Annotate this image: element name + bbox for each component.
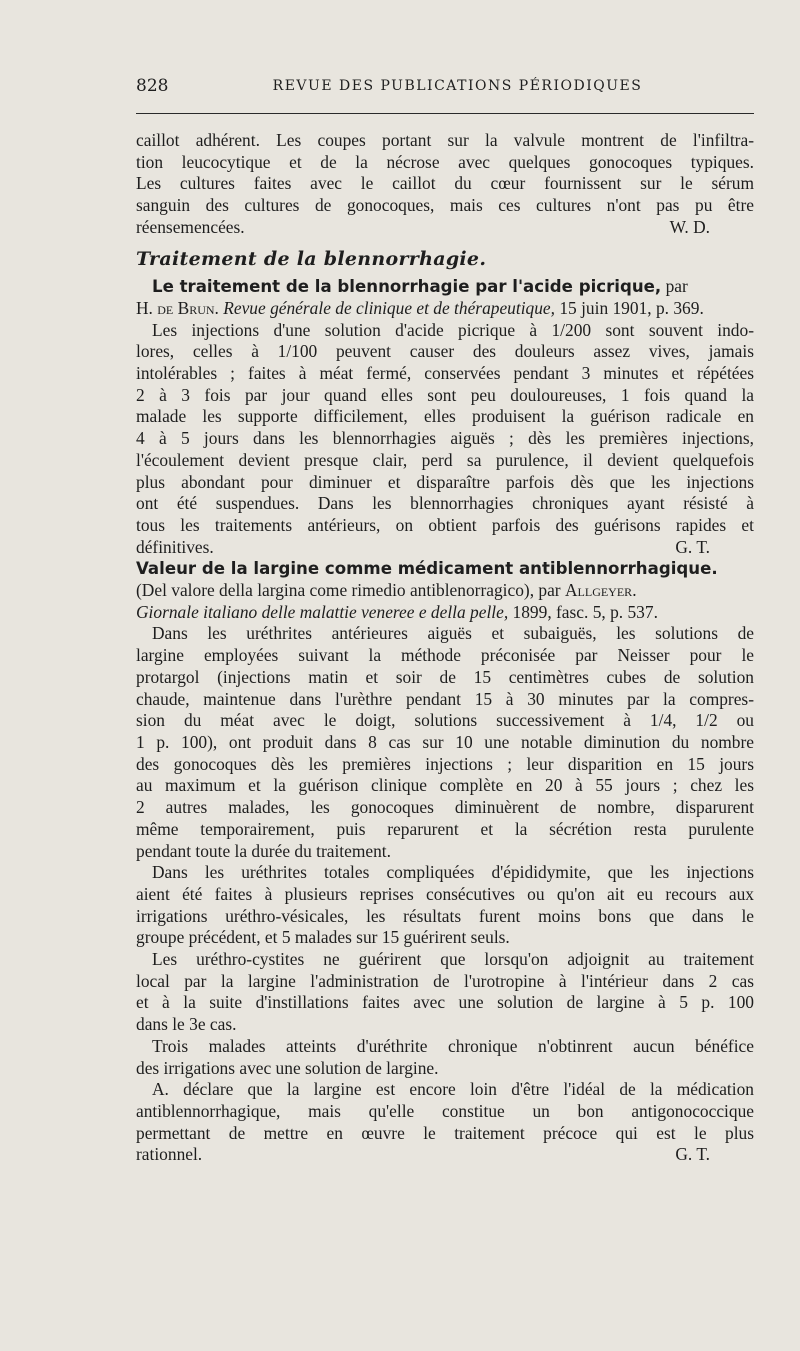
author-name: Allgeyer (564, 580, 633, 601)
signature: W. D. (669, 216, 710, 237)
text-line: au maximum et la guérison clinique complète en 20 à 55 jours ; chez les (136, 775, 754, 796)
text-line: plus abondant pour diminuer et disparaître parfois dès que les injections (136, 471, 754, 492)
text-line: ont été suspendues. Dans les blennorrhagies chroniques ayant résisté à (136, 493, 754, 514)
text-line: A. déclare que la largine est encore loin d'être l'idéal de la médication (152, 1079, 754, 1100)
citation: 15 juin 1901, p. 369. (555, 297, 704, 318)
text-line: des gonocoques dès les premières injections ; leur disparition en 15 jours (136, 753, 754, 774)
article-1-text (136, 320, 754, 559)
text-line: Trois malades atteints d'uréthrite chronique n'obtinrent aucun bénéfice (152, 1035, 754, 1056)
text-line: rationnel. (136, 1144, 203, 1165)
original-title: (Del valore della largina come rimedio antiblenorragico), par (136, 580, 561, 601)
signature-line (136, 1144, 754, 1166)
text-line: aient été faites à plusieurs reprises consécutives ou qu'on ait eu recours aux (136, 883, 754, 904)
text-line: même temporairement, puis reparurent et la sécrétion resta purulente (136, 818, 754, 839)
text-line: sanguin des cultures de gonocoques, mais ces cultures n'ont pas pu être (136, 195, 754, 216)
text-line: lores, celles à 1/100 peuvent causer des douleurs assez vives, jamais (136, 341, 754, 362)
text-line: tion leucocytique et de la nécrose avec quelques gonocoques typiques. (136, 151, 754, 172)
text-line: groupe précédent, et 5 malades sur 15 guérirent seuls. (136, 927, 510, 948)
text-line: Dans les uréthrites totales compliquées d'épididymite, que les injections (152, 862, 754, 883)
text-line: permettant de mettre en œuvre le traitement précoce qui est le plus (136, 1122, 754, 1143)
signature: G. T. (675, 536, 710, 557)
text-line: sion du méat avec le doigt, solutions successivement à 1/4, 1/2 ou (136, 710, 754, 731)
text-line: pendant toute la durée du traitement. (136, 840, 391, 861)
text-line: irrigations uréthro-vésicales, les résultats furent moins bons que dans le (136, 905, 754, 926)
author-end: . (632, 580, 637, 601)
article-2-paragraph-3 (136, 949, 754, 1036)
text-line: largine employées suivant la méthode préconisée par Neisser pour le (136, 645, 754, 666)
text-line: Les cultures faites avec le caillot du cœur fournissent sur le sérum (136, 173, 754, 194)
author-prefix: H. (136, 297, 158, 318)
text-line: dans le 3e cas. (136, 1014, 237, 1035)
article-2-paragraph-4 (136, 1036, 754, 1079)
paragraph-continued (136, 130, 754, 239)
text-line: définitives. (136, 536, 214, 557)
text-line: intolérables ; faites à méat fermé, conservées pendant 3 minutes et répétées (136, 363, 754, 384)
signature: G. T. (675, 1144, 710, 1165)
author-end: . (214, 297, 224, 318)
signature-line (136, 217, 754, 239)
text-line: l'écoulement devient presque clair, perd sa purulence, il devient quelquefois (136, 449, 754, 470)
article-1-citation (136, 298, 754, 320)
article-2-original-title (136, 580, 754, 602)
text-line: chaude, maintenue dans l'urèthre pendant 15 à 30 minutes par la compres- (136, 688, 754, 709)
journal-title: Giornale italiano delle malattie veneree e della pelle, (136, 601, 509, 622)
article-2-citation (136, 602, 754, 624)
text-line: protargol (injections matin et soir de 15 centimètres cubes de solution (136, 666, 754, 687)
text-line: Dans les uréthrites antérieures aiguës et subaiguës, les solutions de (152, 623, 754, 644)
text-line: 4 à 5 jours dans les blennorrhagies aiguës ; dès les premières injections, (136, 428, 754, 449)
article-2-paragraph-1 (136, 623, 754, 862)
article-2-title: Valeur de la largine comme médicament antiblennorrhagique. (136, 559, 718, 579)
running-head (136, 76, 754, 100)
author-name: de Brun (157, 297, 215, 318)
text-line: caillot adhérent. Les coupes portant sur la valvule montrent de l'infiltra- (136, 130, 754, 150)
text-line: 2 autres malades, les gonocoques diminuèrent de nombre, disparurent (136, 797, 754, 818)
article-1-heading (136, 276, 754, 298)
text-line: antiblennorrhagique, mais qu'elle constitue un bon antigonococcique (136, 1100, 754, 1121)
section-heading: Traitement de la blennorrhagie. (136, 247, 487, 270)
text-line: réensemencées. (136, 216, 245, 237)
citation: 1899, fasc. 5, p. 537. (508, 601, 658, 622)
article-2-paragraph-5 (136, 1079, 754, 1166)
article-1-by: par (661, 276, 688, 297)
text-line: local par la largine l'administration de l'urotropine à l'intérieur dans 2 cas (136, 970, 754, 991)
text-line: Les injections d'une solution d'acide picrique à 1/200 sont souvent indo- (152, 319, 754, 340)
page-number: 828 (136, 76, 169, 96)
text-line: et à la suite d'instillations faites avec une solution de largine à 5 p. 100 (136, 992, 754, 1013)
text-line: 1 p. 100), ont produit dans 8 cas sur 10 une notable diminution du nombre (136, 731, 754, 752)
journal-title: Revue générale de clinique et de thérapeutique, (223, 297, 555, 318)
signature-line (136, 537, 754, 559)
article-1-title: Le traitement de la blennorrhagie par l'acide picrique, (152, 277, 662, 297)
article-body (136, 130, 754, 1166)
text-line: 2 à 3 fois par jour quand elles sont peu douloureuses, 1 fois quand la (136, 384, 754, 405)
text-line: tous les traitements antérieurs, on obtient parfois des guérisons rapides et (136, 514, 754, 535)
article-2-heading (136, 558, 754, 580)
text-line: malade les supporte difficilement, elles produisent la guérison radicale en (136, 406, 754, 427)
text-line: des irrigations avec une solution de largine. (136, 1057, 439, 1078)
header-rule (136, 113, 754, 114)
article-2-paragraph-2 (136, 862, 754, 949)
running-title: REVUE DES PUBLICATIONS PÉRIODIQUES (272, 78, 643, 94)
text-line: Les uréthro-cystites ne guérirent que lorsqu'on adjoignit au traitement (152, 949, 754, 970)
